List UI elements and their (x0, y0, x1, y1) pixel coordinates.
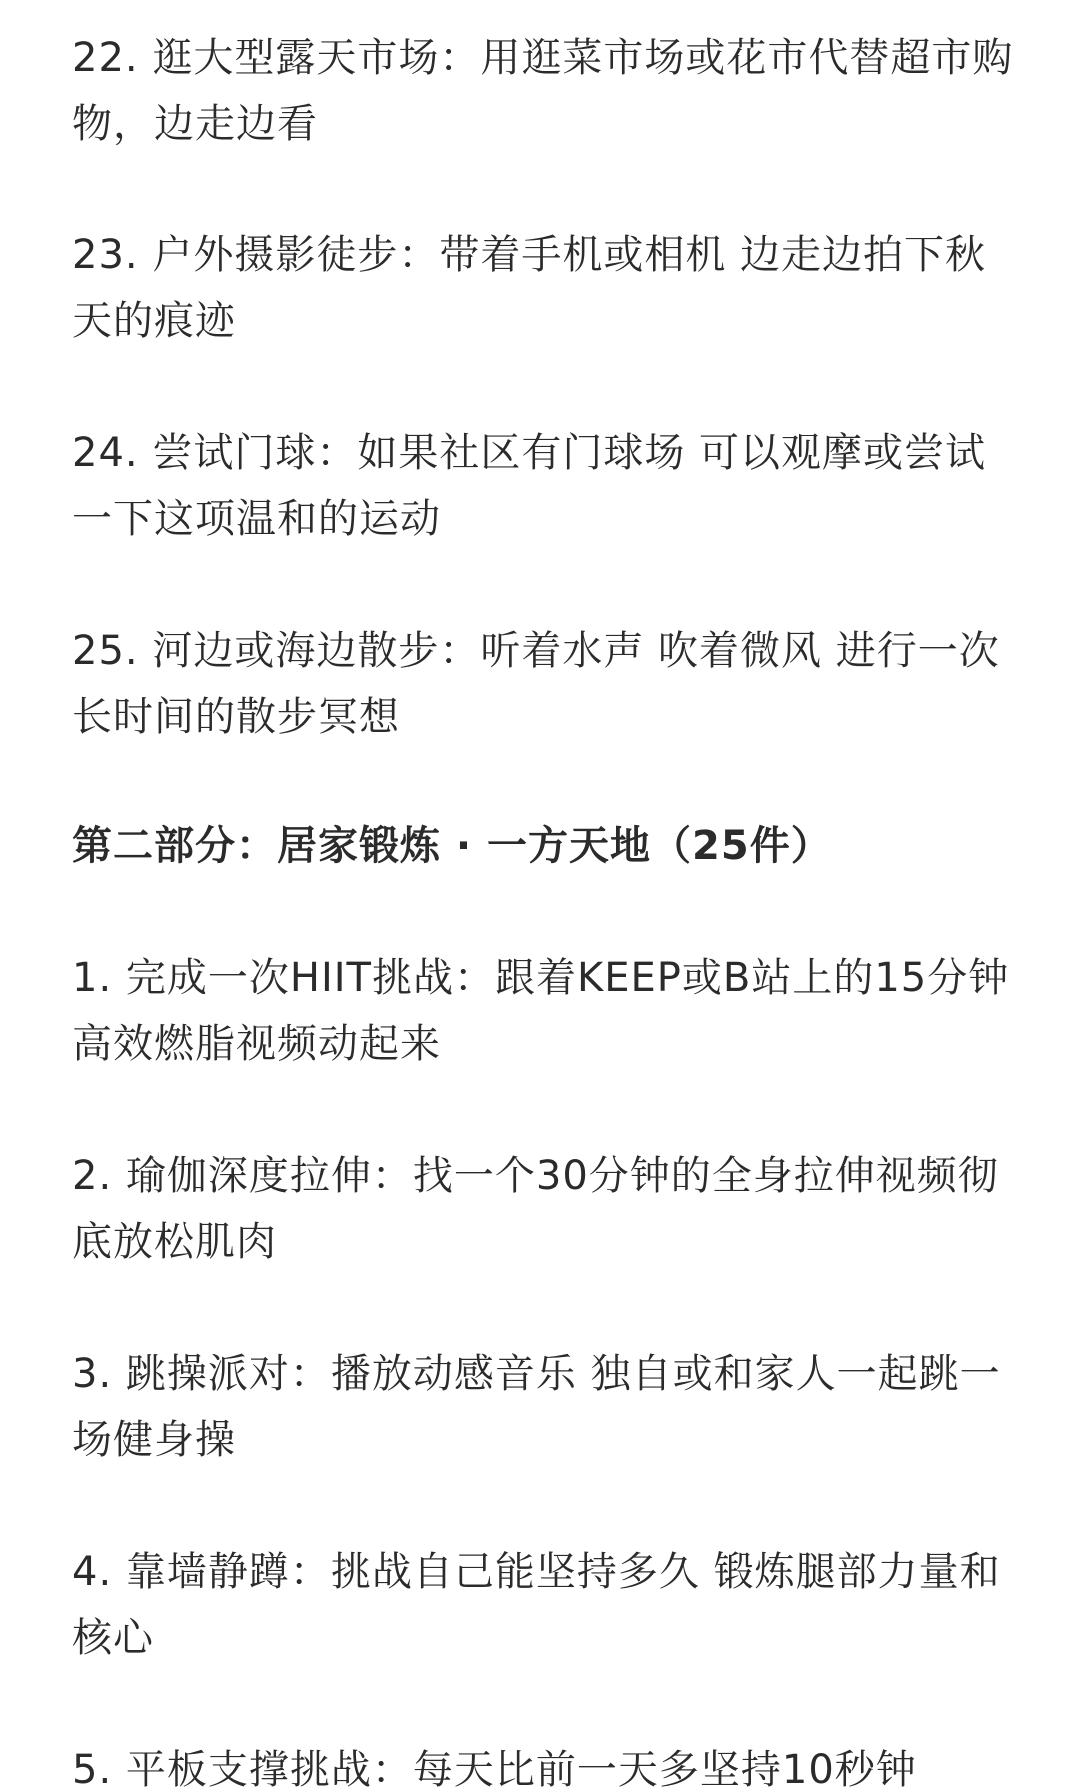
list-item: 23. 户外摄影徒步：带着手机或相机 边走边拍下秋天的痕迹 (72, 232, 987, 344)
list-item: 3. 跳操派对：播放动感音乐 独自或和家人一起跳一场健身操 (72, 1351, 1001, 1463)
list-item: 4. 靠墙静蹲：挑战自己能坚持多久 锻炼腿部力量和核心 (72, 1549, 1001, 1661)
list-item: 1. 完成一次HIIT挑战：跟着KEEP或B站上的15分钟高效燃脂视频动起来 (72, 955, 1010, 1067)
list-item: 25. 河边或海边散步：听着水声 吹着微风 进行一次长时间的散步冥想 (72, 628, 1000, 740)
list-item: 24. 尝试门球：如果社区有门球场 可以观摩或尝试一下这项温和的运动 (72, 430, 987, 542)
section-heading: 第二部分：居家锻炼 · 一方天地（25件） (72, 823, 832, 869)
list-item: 2. 瑜伽深度拉伸：找一个30分钟的全身拉伸视频彻底放松肌肉 (72, 1153, 999, 1265)
list-item: 5. 平板支撑挑战：每天比前一天多坚持10秒钟 (72, 1747, 917, 1788)
list-item: 22. 逛大型露天市场：用逛菜市场或花市代替超市购物，边走边看 (72, 35, 1014, 147)
